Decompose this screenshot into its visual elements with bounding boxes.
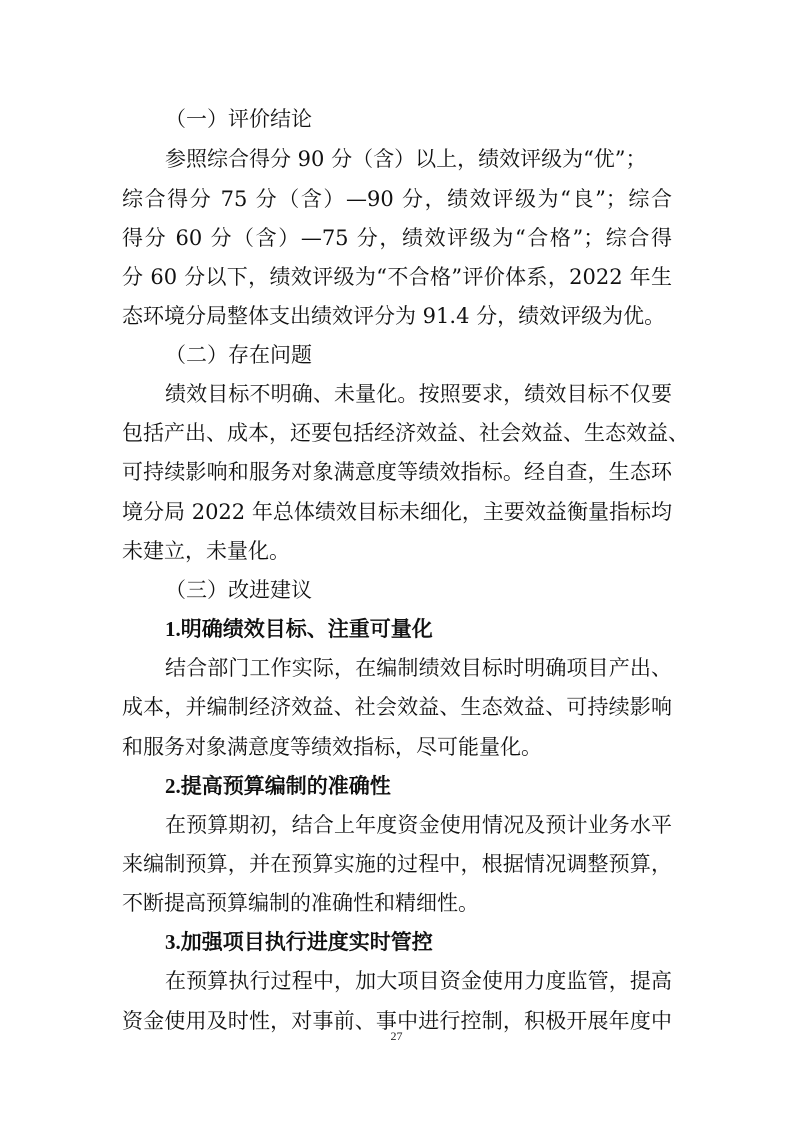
page-number: 27 (390, 1029, 403, 1043)
item-title-3: 3.加强项目执行进度实时管控 (165, 930, 433, 954)
item-title-2: 2.提高预算编制的准确性 (165, 774, 391, 798)
paragraph-line: 在预算期初，结合上年度资金使用情况及预计业务水平 (165, 813, 672, 837)
paragraph-line: 绩效目标不明确、未量化。按照要求，绩效目标不仅要 (165, 382, 672, 406)
section-heading-evaluation-conclusion: （一）评价结论 (165, 107, 312, 131)
paragraph-line: 得分 60 分（含）—75 分，绩效评级为“合格”；综合得 (122, 226, 672, 250)
paragraph-line: 境分局 2022 年总体绩效目标未细化，主要效益衡量指标均 (122, 500, 672, 524)
paragraph-line: 和服务对象满意度等绩效指标，尽可能量化。 (122, 735, 542, 759)
paragraph-line: 未建立，未量化。 (122, 539, 290, 563)
item-title-1: 1.明确绩效目标、注重可量化 (165, 617, 433, 641)
section-heading-existing-problems: （二）存在问题 (165, 343, 312, 367)
paragraph-line: 成本，并编制经济效益、社会效益、生态效益、可持续影响 (122, 695, 672, 719)
paragraph-line: 态环境分局整体支出绩效评分为 91.4 分，绩效评级为优。 (122, 304, 666, 328)
paragraph-line: 可持续影响和服务对象满意度等绩效指标。经自查，生态环 (122, 460, 672, 484)
paragraph-line: 资金使用及时性，对事前、事中进行控制，积极开展年度中 (122, 1009, 672, 1033)
paragraph-line: 不断提高预算编制的准确性和精细性。 (122, 891, 479, 915)
paragraph-line: 参照综合得分 90 分（含）以上，绩效评级为“优”； (165, 147, 647, 171)
paragraph-line: 分 60 分以下，绩效评级为“不合格”评价体系，2022 年生 (122, 265, 672, 289)
paragraph-line: 在预算执行过程中，加大项目资金使用力度监管，提高 (165, 969, 672, 993)
section-heading-improvement-suggestions: （三）改进建议 (165, 578, 312, 602)
paragraph-line: 包括产出、成本，还要包括经济效益、社会效益、生态效益、 (122, 421, 689, 445)
paragraph-line: 来编制预算，并在预算实施的过程中，根据情况调整预算， (122, 852, 672, 876)
paragraph-line: 综合得分 75 分（含）—90 分，绩效评级为“良”；综合 (122, 187, 672, 211)
paragraph-line: 结合部门工作实际，在编制绩效目标时明确项目产出、 (165, 656, 672, 680)
